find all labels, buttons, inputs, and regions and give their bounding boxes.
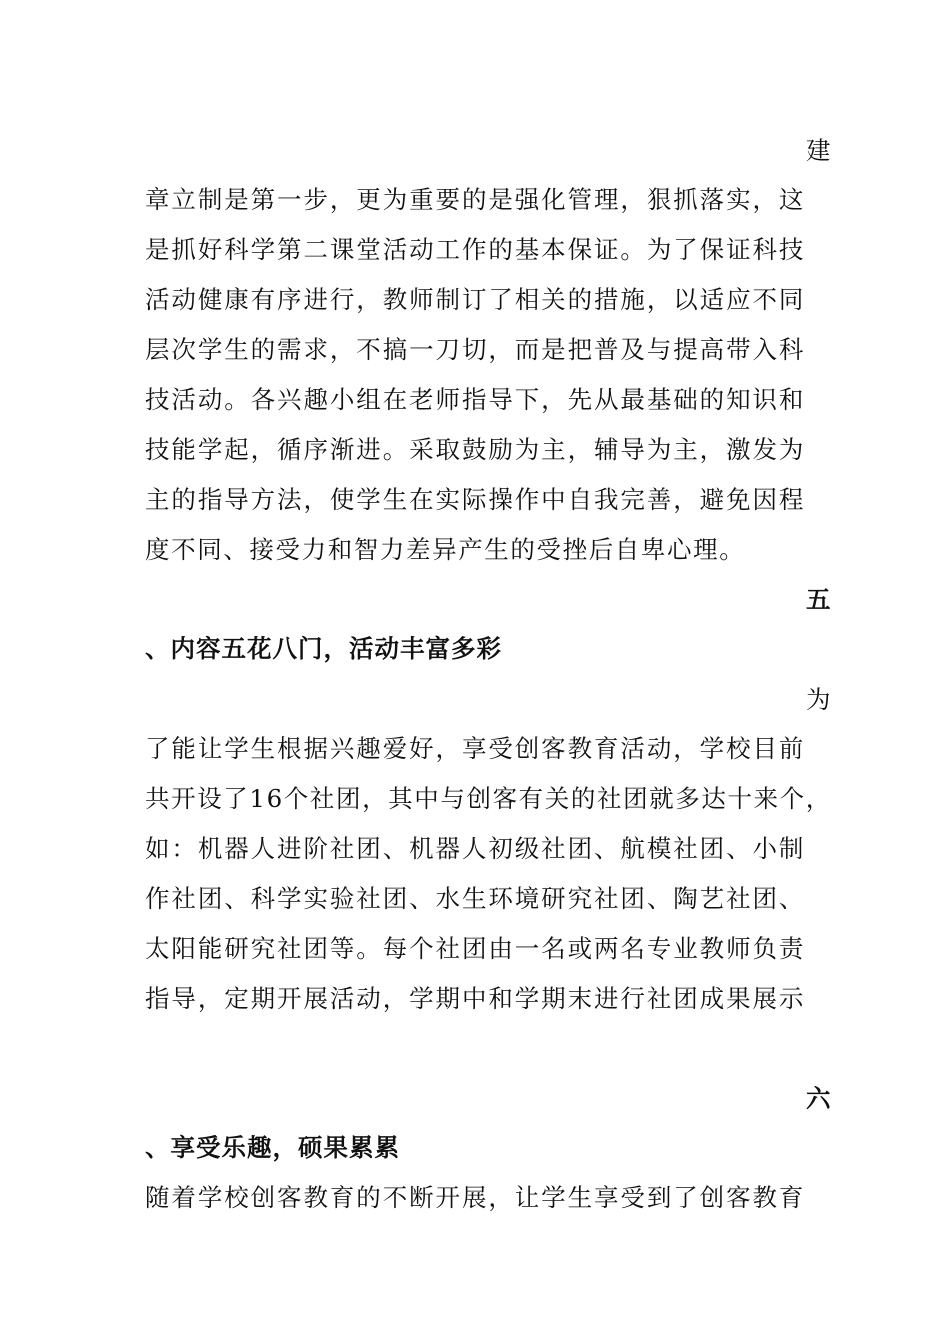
paragraph-line: 太阳能研究社团等。每个社团由一名或两名专业教师负责: [145, 934, 805, 963]
paragraph-line: 技能学起，循序渐进。采取鼓励为主，辅导为主，激发为: [145, 435, 805, 464]
paragraph-line: 章立制是第一步，更为重要的是强化管理，狠抓落实，这: [145, 185, 805, 214]
paragraph-line: 度不同、接受力和智力差异产生的受挫后自卑心理。: [145, 535, 746, 564]
paragraph-line: 主的指导方法，使学生在实际操作中自我完善，避免因程: [145, 485, 805, 514]
paragraph-lead-char: 建: [806, 136, 831, 165]
paragraph-lead-char: 为: [806, 685, 831, 714]
paragraph-line: 共开设了16个社团，其中与创客有关的社团就多达十来个，: [145, 784, 832, 813]
paragraph-line: 如：机器人进阶社团、机器人初级社团、航模社团、小制: [145, 834, 805, 863]
paragraph-line: 活动健康有序进行，教师制订了相关的措施，以适应不同: [145, 285, 805, 314]
paragraph-line: 指导，定期开展活动，学期中和学期末进行社团成果展示: [145, 984, 805, 1013]
paragraph-line: 随着学校创客教育的不断开展，让学生享受到了创客教育: [145, 1183, 805, 1212]
section-heading-number: 五: [806, 585, 831, 614]
paragraph-line: 作社团、科学实验社团、水生环境研究社团、陶艺社团、: [145, 884, 805, 913]
paragraph-line: 了能让学生根据兴趣爱好，享受创客教育活动，学校目前: [145, 734, 805, 763]
paragraph-line: 技活动。各兴趣小组在老师指导下，先从最基础的知识和: [145, 385, 805, 414]
paragraph-line: 是抓好科学第二课堂活动工作的基本保证。为了保证科技: [145, 235, 805, 264]
section-heading: 、内容五花八门，活动丰富多彩: [145, 634, 502, 663]
section-heading-number: 六: [806, 1084, 831, 1113]
section-heading: 、享受乐趣，硕果累累: [145, 1133, 400, 1162]
paragraph-line: 层次学生的需求，不搞一刀切，而是把普及与提高带入科: [145, 335, 805, 364]
